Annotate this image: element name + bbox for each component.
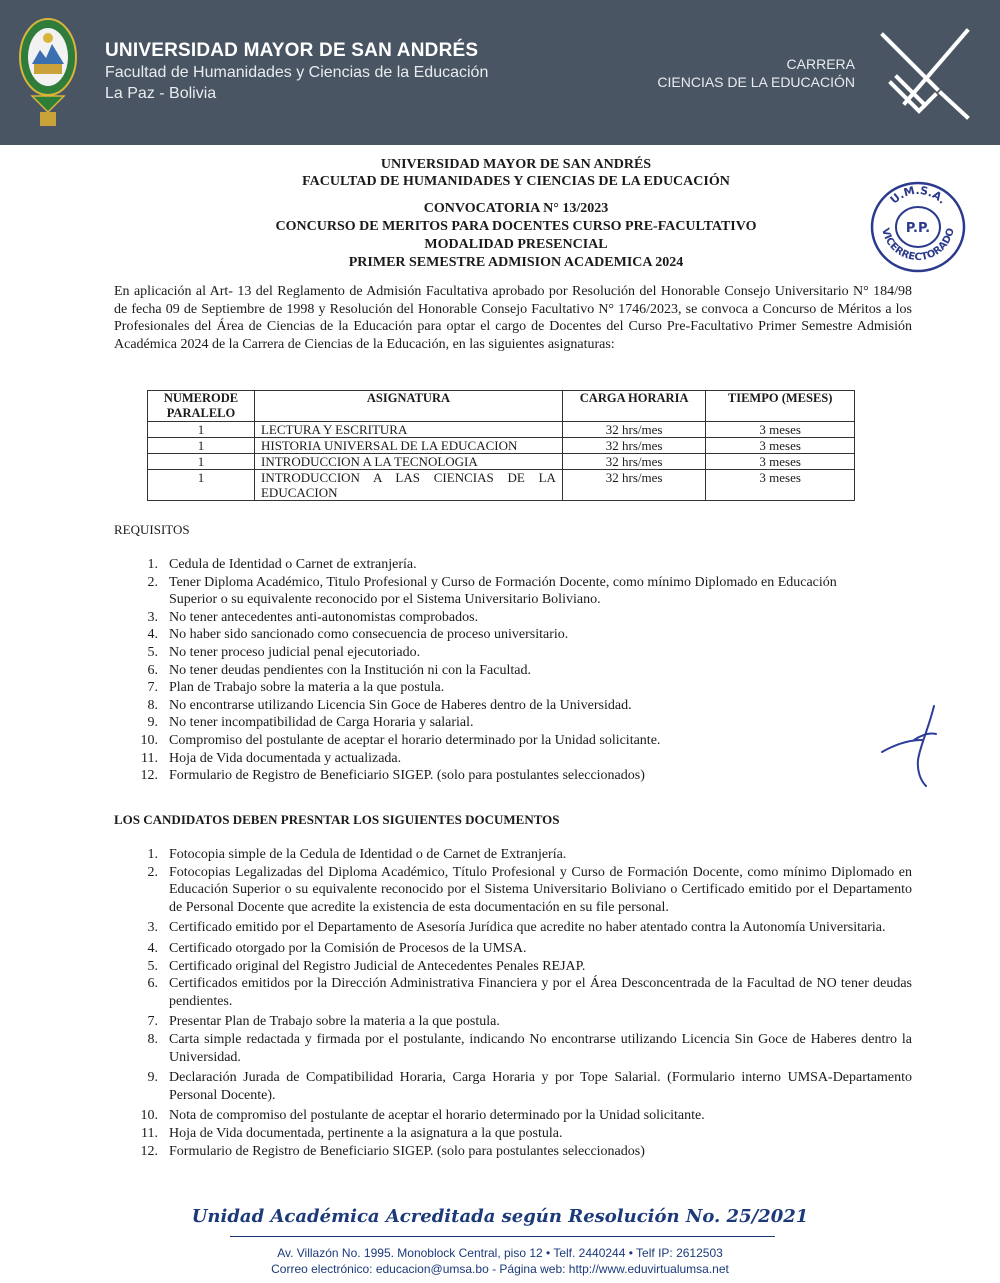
item-text: No tener deudas pendientes con la Institución ni con la Facultad. (169, 662, 531, 678)
documentos-heading: LOS CANDIDATOS DEBEN PRESNTAR LOS SIGUIENTES DOCUMENTOS (114, 812, 560, 827)
footer-divider (230, 1236, 775, 1237)
list-item: 12. Formulario de Registro de Beneficiario SIGEP. (solo para postulantes seleccionados) (140, 768, 645, 784)
list-item: 10. Nota de compromiso del postulante de aceptar el horario determinado por la Unidad solicitante. (114, 1107, 912, 1125)
heading-concurso: CONCURSO DE MERITOS PARA DOCENTES CURSO PRE-FACULTATIVO (275, 219, 757, 234)
stamp-bottom-text: VICERRECTORADO (879, 226, 957, 264)
list-item: 5. Certificado original del Registro Judicial de Antecedentes Penales REJAP. (114, 958, 912, 976)
carrera-block (657, 55, 855, 91)
vicerrectorado-stamp-icon (868, 180, 968, 275)
list-item: 11. Hoja de Vida documentada, pertinente a la asignatura a la que postula. (114, 1125, 912, 1143)
item-text: Presentar Plan de Trabajo sobre la materia a la que postula. (169, 1014, 500, 1030)
cell-tiempo: 3 meses (706, 422, 855, 438)
list-item: 1. Fotocopia simple de la Cedula de Identidad o de Carnet de Extranjería. (114, 846, 912, 864)
list-item: 6. No tener deudas pendientes con la Institución ni con la Facultad. (147, 662, 531, 678)
cell-tiempo: 3 meses (706, 438, 855, 454)
list-item: 9. No tener incompatibilidad de Carga Horaria y salarial. (147, 715, 474, 731)
header-asignatura: ASIGNATURA (254, 391, 562, 422)
header-paralelo: NUMERODE PARALELO (148, 391, 255, 422)
item-text: Hoja de Vida documentada, pertinente a la asignatura a la que postula. (169, 1125, 563, 1141)
cell-paralelo: 1 (148, 454, 255, 470)
item-text: Nota de compromiso del postulante de aceptar el horario determinado por la Unidad solicitante. (169, 1108, 705, 1124)
heading-semestre: PRIMER SEMESTRE ADMISION ACADEMICA 2024 (348, 255, 684, 270)
item-text: No encontrarse utilizando Licencia Sin Goce de Haberes dentro de la Universidad. (169, 697, 632, 713)
item-text: Fotocopias Legalizadas del Diploma Académico, Título Profesional y Curso de Formación Docente, como mínimo Diplomado en Educación Superior o su equivalente reconocido por el Sistema Universitario Boliviano o Certificado emitido por el Departamento de Personal Docente que acredite la existencia de esta documentación en su file personal. (169, 864, 912, 915)
heading-university: UNIVERSIDAD MAYOR DE SAN ANDRÉS (380, 157, 652, 172)
carrera-label: CARRERA (786, 56, 855, 72)
list-item: 2. Tener Diploma Académico, Titulo Profesional y Curso de Formación Docente, como mínimo Diplomado en Educación Superior o su equivalente reconocido por el Sistema Universitario Boliviano. (147, 574, 837, 608)
header-tiempo: TIEMPO (MESES) (706, 391, 855, 422)
item-text: Compromiso del postulante de aceptar el horario determinado por la Unidad solicitante. (169, 732, 661, 748)
stamp-top-text: U.M.S.A. (887, 183, 949, 207)
item-text: Carta simple redactada y firmada por el postulante, indicando No encontrarse utilizando Licencia Sin Goce de Haberes dentro la Universidad. (169, 1031, 912, 1065)
cell-asignatura: HISTORIA UNIVERSAL DE LA EDUCACION (254, 438, 562, 454)
table-row (148, 470, 855, 501)
cell-tiempo: 3 meses (706, 470, 855, 501)
list-item: 8. Carta simple redactada y firmada por el postulante, indicando No encontrarse utilizando Licencia Sin Goce de Haberes dentro la Universidad. (147, 1031, 912, 1065)
cell-paralelo: 1 (148, 422, 255, 438)
header-carga: CARGA HORARIA (562, 391, 705, 422)
university-seal-icon (18, 12, 78, 130)
footer-address: Av. Villazón No. 1995. Monoblock Central, piso 12 • Telf. 2440244 • Telf IP: 2612503 (277, 1246, 723, 1260)
cell-paralelo: 1 (148, 470, 255, 501)
item-text: Certificado otorgado por la Comisión de Procesos de la UMSA. (169, 940, 527, 956)
handwritten-signature-icon (876, 700, 956, 790)
list-item: 4. Certificado otorgado por la Comisión de Procesos de la UMSA. (114, 940, 912, 958)
cell-asignatura: INTRODUCCION A LA TECNOLOGIA (254, 454, 562, 470)
table-row (148, 438, 855, 454)
cell-asignatura: INTRODUCCION A LAS CIENCIAS DE LA EDUCACION (254, 470, 562, 501)
list-item: 5. No tener proceso judicial penal ejecutoriado. (147, 644, 421, 660)
requisitos-list (114, 556, 884, 785)
list-item: 11. Hoja de Vida documentada y actualizada. (141, 750, 402, 766)
list-item: 7. Plan de Trabajo sobre la materia a la que postula. (147, 680, 445, 696)
list-item: 7. Presentar Plan de Trabajo sobre la materia a la que postula. (114, 1013, 912, 1031)
intro-paragraph: En aplicación al Art- 13 del Reglamento de Admisión Facultativa aprobado por Resolución del Honorable Consejo Universitario N° 184/98 de fecha 09 de Septiembre de 1998 y Resolución del Honorable Consejo Facultativo N° 1746/2023, se convoca a Concurso de Méritos a los Profesionales del Área de Ciencias de la Educación para optar el cargo de Docentes del Curso Pre-Facultativo Primer Semestre Admisión Académica 2024 de la Carrera de Ciencias de la Educación, en las siguientes asignaturas: (114, 284, 912, 352)
list-item: 6. Certificados emitidos por la Dirección Administrativa Financiera y por el Área Desconcentrada de la Facultad de NO tener deudas pendientes. (147, 976, 912, 1009)
cell-carga: 32 hrs/mes (562, 438, 705, 454)
city-name: La Paz - Bolivia (105, 85, 217, 102)
table-row (148, 454, 855, 470)
accreditation-text: Unidad Académica Acreditada según Resolución No. 25/2021 (191, 1206, 809, 1227)
cell-carga: 32 hrs/mes (562, 422, 705, 438)
item-text: No tener incompatibilidad de Carga Horaria y salarial. (169, 715, 474, 731)
list-item: 8. No encontrarse utilizando Licencia Sin Goce de Haberes dentro de la Universidad. (147, 697, 632, 713)
list-item: 2. Fotocopias Legalizadas del Diploma Académico, Título Profesional y Curso de Formación Docente, como mínimo Diplomado en Educación Superior o su equivalente reconocido por el Sistema Universitario Boliviano o Certificado emitido por el Departamento de Personal Docente que acredite la existencia de esta documentación en su file personal. (147, 864, 912, 915)
letterhead-band (0, 0, 1000, 145)
item-text: No haber sido sancionado como consecuencia de proceso universitario. (169, 627, 569, 643)
list-item: 10. Compromiso del postulante de aceptar el horario determinado por la Unidad solicitante. (140, 732, 661, 748)
table-header-row (148, 391, 855, 422)
item-text: Fotocopia simple de la Cedula de Identidad o de Carnet de Extranjería. (169, 847, 567, 862)
carrera-name: CIENCIAS DE LA EDUCACIÓN (657, 74, 855, 90)
footer-contact: Correo electrónico: educacion@umsa.bo - Página web: http://www.eduvirtualumsa.net (271, 1262, 729, 1276)
item-text: Certificado emitido por el Departamento de Asesoría Jurídica que acredite no haber atentado contra la Autonomía Universitaria. (169, 920, 886, 936)
cell-asignatura: LECTURA Y ESCRITURA (254, 422, 562, 438)
faculty-name: Facultad de Humanidades y Ciencias de la Educación (105, 64, 489, 81)
item-text: Certificados emitidos por la Dirección Administrativa Financiera y por el Área Desconcentrada de la Facultad de NO tener deudas pendientes. (169, 976, 912, 1009)
list-item: 12. Formulario de Registro de Beneficiario SIGEP. (solo para postulantes seleccionados) (114, 1143, 912, 1161)
cell-paralelo: 1 (148, 438, 255, 454)
item-text: No tener proceso judicial penal ejecutoriado. (169, 644, 421, 660)
heading-convocatoria: CONVOCATORIA N° 13/2023 (423, 201, 609, 216)
cell-carga: 32 hrs/mes (562, 470, 705, 501)
heading-faculty: FACULTAD DE HUMANIDADES Y CIENCIAS DE LA EDUCACIÓN (302, 174, 730, 189)
item-text: No tener antecedentes anti-autonomistas comprobados. (169, 609, 479, 625)
list-item: 4. No haber sido sancionado como consecuencia de proceso universitario. (147, 627, 569, 643)
heading-modalidad: MODALIDAD PRESENCIAL (424, 237, 608, 252)
carrera-logo-icon (875, 25, 975, 125)
requisitos-heading: REQUISITOS (114, 522, 190, 537)
list-item: 3. No tener antecedentes anti-autonomistas comprobados. (147, 609, 479, 625)
item-text: Formulario de Registro de Beneficiario SIGEP. (solo para postulantes seleccionados) (169, 768, 645, 784)
item-text: Certificado original del Registro Judicial de Antecedentes Penales REJAP. (169, 958, 586, 974)
stamp-center-text: P.P. (905, 221, 931, 236)
item-text: Cedula de Identidad o Carnet de extranjería. (169, 557, 417, 572)
item-text: Declaración Jurada de Compatibilidad Horaria, Carga Horaria y por Tope Salarial. (Formulario interno UMSA-Departamento Personal Docente). (169, 1070, 912, 1103)
subjects-table (147, 390, 855, 501)
item-text: Formulario de Registro de Beneficiario SIGEP. (solo para postulantes seleccionados) (169, 1143, 645, 1159)
item-text: Hoja de Vida documentada y actualizada. (169, 750, 402, 766)
cell-tiempo: 3 meses (706, 454, 855, 470)
documentos-list (114, 846, 912, 1160)
list-item: 3. Certificado emitido por el Departamento de Asesoría Jurídica que acredite no haber atentado contra la Autonomía Universitaria. (114, 919, 912, 937)
cell-carga: 32 hrs/mes (562, 454, 705, 470)
list-item: 9. Declaración Jurada de Compatibilidad Horaria, Carga Horaria y por Tope Salarial. (Formulario interno UMSA-Departamento Personal Docente). (147, 1070, 912, 1103)
table-row (148, 422, 855, 438)
list-item: 1. Cedula de Identidad o Carnet de extranjería. (147, 557, 417, 572)
university-name: UNIVERSIDAD MAYOR DE SAN ANDRÉS (105, 40, 479, 61)
item-text: Plan de Trabajo sobre la materia a la que postula. (169, 680, 445, 696)
item-text: Tener Diploma Académico, Titulo Profesional y Curso de Formación Docente, como mínimo Diplomado en Educación Superior o su equivalente reconocido por el Sistema Universitario Boliviano. (169, 574, 837, 608)
